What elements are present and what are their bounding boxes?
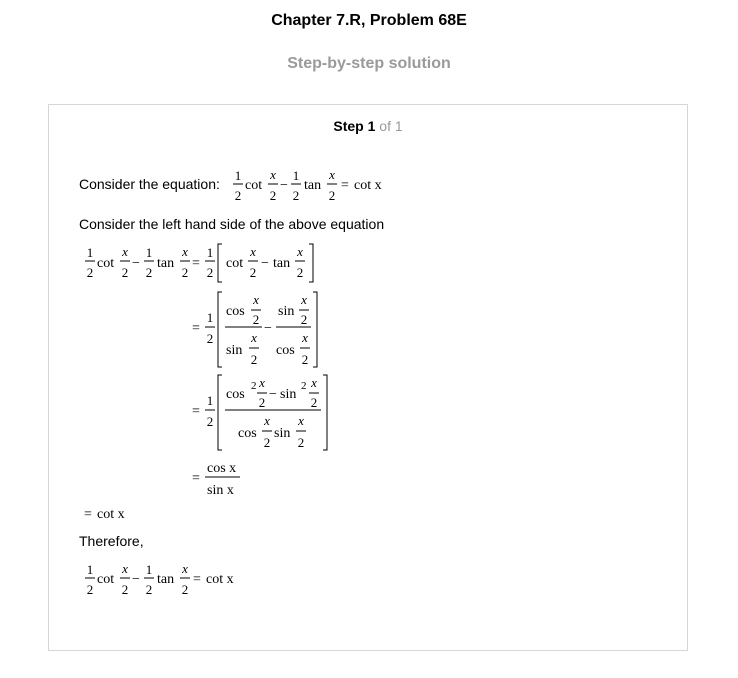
math-text: cos x — [207, 461, 237, 476]
page-title: Chapter 7.R, Problem 68E — [271, 12, 467, 29]
math-text: x — [311, 375, 317, 390]
math-text: x — [250, 244, 256, 259]
math-text: tan — [304, 178, 322, 193]
derivation-line-3 — [190, 373, 335, 453]
math-text: sin — [274, 426, 291, 441]
math-text: 1 — [206, 393, 214, 408]
math-text: cot — [245, 178, 263, 193]
math-text: 2 — [258, 395, 266, 410]
math-text: 2 — [301, 352, 309, 367]
math-text: x — [301, 292, 307, 307]
math-text: x — [251, 330, 257, 345]
math-text: cos — [276, 343, 295, 358]
math-text: cos — [226, 304, 245, 319]
math-text: 2 — [121, 265, 129, 280]
derivation-line-2 — [190, 290, 330, 370]
math-text: − — [269, 387, 277, 402]
math-text: 1 — [234, 168, 242, 183]
math-text: x — [264, 413, 270, 428]
math-text: cot x — [354, 178, 382, 193]
math-text: 1 — [206, 310, 214, 325]
math-text: − — [264, 321, 272, 336]
therefore-text: Therefore, — [79, 533, 144, 549]
math-text: = — [192, 404, 200, 419]
math-text: 2 — [250, 352, 258, 367]
math-text: = — [84, 507, 92, 522]
equation-statement — [228, 164, 398, 206]
math-text: − — [280, 178, 288, 193]
math-text: 1 — [145, 562, 153, 577]
math-text: 1 — [292, 168, 300, 183]
math-text: cos — [238, 426, 257, 441]
step-number: 1 — [367, 118, 376, 134]
math-text: − — [261, 256, 269, 271]
math-text: 2 — [292, 188, 300, 203]
math-text: tan — [157, 572, 175, 587]
math-text: 2 — [206, 265, 214, 280]
math-text: cos — [226, 387, 245, 402]
math-text: 2 — [249, 265, 257, 280]
math-text: 2 — [296, 265, 304, 280]
math-text: 2 — [206, 414, 214, 429]
derivation-line-1 — [80, 240, 330, 290]
math-text: cot — [97, 572, 115, 587]
intro-text: Consider the equation: — [79, 176, 220, 192]
math-text: tan — [157, 256, 175, 271]
math-text: x — [122, 244, 128, 259]
math-text: 1 — [86, 562, 94, 577]
conclusion-equation — [80, 558, 250, 600]
step-indicator — [48, 118, 688, 134]
math-text: 2 — [263, 435, 271, 450]
math-text: cot x — [97, 507, 125, 522]
math-text: sin — [280, 387, 297, 402]
math-text: x — [270, 167, 276, 182]
step-total: of 1 — [379, 118, 403, 134]
math-text: = — [192, 256, 200, 271]
math-text: 2 — [310, 395, 318, 410]
derivation-line-4 — [190, 456, 260, 500]
math-text: x — [182, 244, 188, 259]
math-text: x — [122, 561, 128, 576]
math-text: = — [192, 321, 200, 336]
math-text: x — [182, 561, 188, 576]
math-text: cot — [226, 256, 244, 271]
math-text: 2 — [269, 188, 277, 203]
solution-subtitle: Step-by-step solution — [287, 55, 451, 72]
math-text: 2 — [297, 435, 305, 450]
step-label: Step — [333, 118, 364, 134]
math-text: 2 — [328, 188, 336, 203]
math-text: 2 — [86, 582, 94, 597]
math-text: = — [192, 471, 200, 486]
math-text: x — [259, 375, 265, 390]
math-text: 2 — [86, 265, 94, 280]
math-text: 1 — [86, 245, 94, 260]
math-text: cot x — [206, 572, 234, 587]
derivation-line-5 — [82, 504, 152, 524]
math-text: x — [297, 244, 303, 259]
math-text: sin — [226, 343, 243, 358]
math-text: x — [302, 330, 308, 345]
math-text: cot — [97, 256, 115, 271]
lhs-text: Consider the left hand side of the above equation — [79, 216, 385, 232]
math-text: 2 — [234, 188, 242, 203]
math-text: = — [193, 572, 201, 587]
math-text: sin x — [207, 483, 234, 498]
math-text: 2 — [181, 582, 189, 597]
math-text: 1 — [206, 245, 214, 260]
math-text: 2 — [121, 582, 129, 597]
math-text: x — [298, 413, 304, 428]
math-text: x — [329, 167, 335, 182]
math-text: sin — [278, 304, 295, 319]
math-text: − — [132, 256, 140, 271]
math-text: 1 — [145, 245, 153, 260]
math-text: 2 — [301, 380, 307, 392]
math-text: 2 — [145, 582, 153, 597]
math-text: 2 — [181, 265, 189, 280]
math-text: 2 — [252, 312, 260, 327]
math-text: 2 — [300, 312, 308, 327]
math-text: 2 — [145, 265, 153, 280]
math-text: 2 — [251, 380, 257, 392]
math-text: x — [253, 292, 259, 307]
math-text: − — [132, 572, 140, 587]
math-text: = — [341, 178, 349, 193]
math-text: 2 — [206, 331, 214, 346]
math-text: tan — [273, 256, 291, 271]
